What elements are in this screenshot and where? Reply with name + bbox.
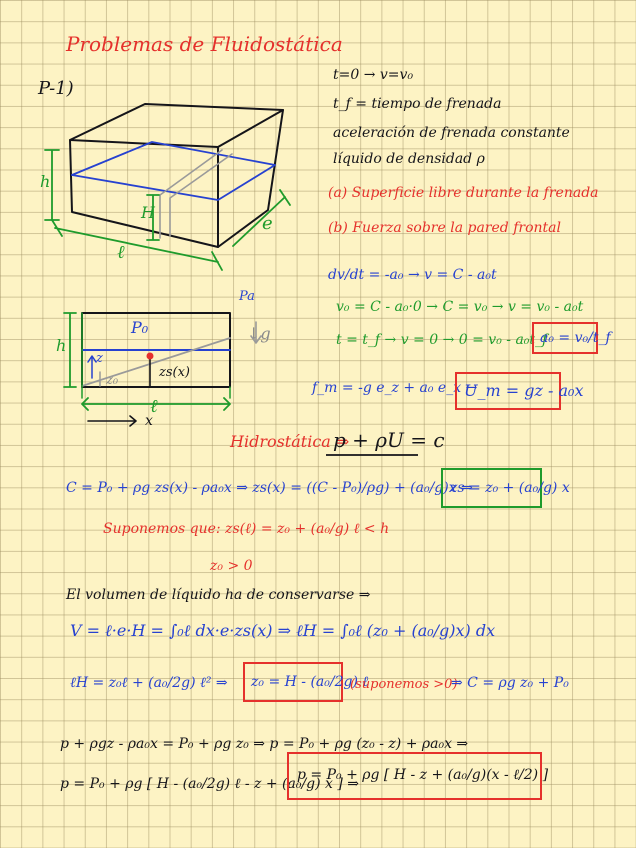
fig2-label-p0: P₀ — [131, 318, 149, 337]
assumption-surface: Suponemos que: zs(ℓ) = z₀ + (a₀/g) ℓ < h — [103, 521, 390, 537]
eq-surface: C = P₀ + ρg zs(x) - ρa₀x ⇒ zs(x) = ((C - P₀)/ρg) + (a₀/g)x ⇒ — [66, 480, 473, 496]
fig2-label-x: x — [145, 413, 153, 429]
question-b: (b) Fuerza sobre la pared frontal — [328, 220, 561, 236]
eq-body-force: f_m = -g e_z + a₀ e_x → — [312, 380, 478, 396]
fig2-label-z0: z₀ — [106, 373, 119, 388]
eq-pressure-2: p = P₀ + ρg [ H - (a₀/2g) ℓ - z + (a₀/g) x ] ⇒ — [60, 776, 360, 792]
statement-braking-time: t_f = tiempo de frenada — [333, 96, 502, 112]
statement-liquid-density: líquido de densidad ρ — [333, 151, 485, 167]
fig2-label-z: z — [96, 351, 103, 366]
fig1-label-l: ℓ — [117, 242, 125, 263]
fig2-label-zs: zs(x) — [159, 365, 190, 380]
eq-kinematics-1: dv/dt = -a₀ → v = C - a₀t — [328, 267, 497, 283]
label-hydrostatics: Hidrostática ⇒ — [230, 432, 350, 451]
eq-constant-c: ⇒ C = ρg z₀ + P₀ — [451, 675, 569, 691]
statement-initial-velocity: t=0 → v=v₀ — [333, 67, 414, 83]
eq-pressure-1: p + ρgz - ρa₀x = P₀ + ρg z₀ ⇒ p = P₀ + ρg (z₀ - z) + ρa₀x ⇒ — [60, 736, 469, 752]
result-surface: zs = z₀ + (a₀/g) x — [450, 480, 570, 496]
page-title: Problemas de Fluidostática — [66, 32, 343, 56]
fig1-label-e: e — [262, 213, 273, 234]
fig2-label-pa: Pa — [239, 289, 255, 304]
tank-side-view-drawing — [64, 313, 261, 429]
fig2-label-h: h — [56, 336, 67, 355]
result-potential: U_m = gz - a₀x — [464, 381, 584, 400]
eq-volume-1: V = ℓ·e·H = ∫₀ℓ dx·e·zs(x) ⇒ ℓH = ∫₀ℓ (z₀ + (a₀/g)x) dx — [70, 621, 496, 640]
assumption-z0: z₀ > 0 — [210, 558, 253, 574]
fig2-label-gravity: ↓g — [247, 324, 271, 343]
result-acceleration: a₀ = v₀/t_f — [540, 330, 611, 346]
note-z0-positive: (suponemos >0) — [350, 677, 458, 692]
eq-volume-2: ℓH = z₀ℓ + (a₀/2g) ℓ² ⇒ — [70, 675, 228, 691]
fig1-label-H: H — [141, 203, 155, 222]
tank-3d-drawing — [45, 104, 290, 270]
volume-statement: El volumen de líquido ha de conservarse ⇒ — [66, 587, 371, 603]
problem-label: P-1) — [38, 78, 74, 99]
eq-hydrostatics: p + ρU = c — [333, 428, 445, 452]
fig1-label-h: h — [40, 172, 51, 191]
fig2-label-l: ℓ — [150, 396, 158, 417]
eq-kinematics-2: v₀ = C - a₀·0 → C = v₀ → v = v₀ - a₀t — [336, 299, 584, 315]
result-pressure: p = P₀ + ρg [ H - z + (a₀/g)(x - ℓ/2) ] — [297, 767, 549, 783]
eq-kinematics-3: t = t_f → v = 0 → 0 = v₀ - a₀t_f — [336, 332, 548, 348]
statement-braking-acceleration: aceleración de frenada constante — [333, 125, 570, 141]
question-a: (a) Superficie libre durante la frenada — [328, 185, 599, 201]
result-z0: z₀ = H - (a₀/2g) ℓ — [251, 674, 369, 690]
